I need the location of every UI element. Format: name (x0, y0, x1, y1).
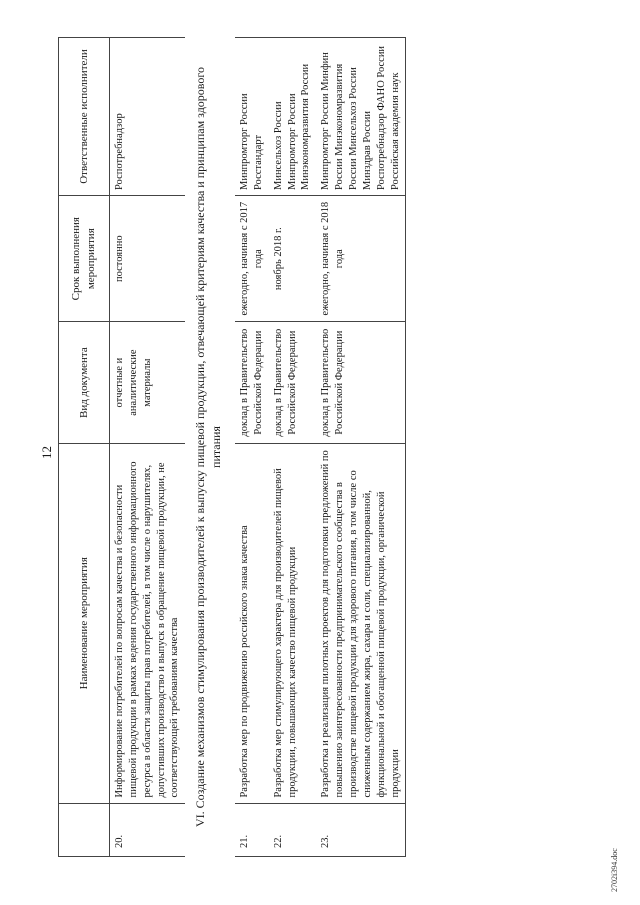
row-deadline: ежегодно, начиная с 2017 года (235, 196, 269, 322)
row-responsible: Минпромторг России Росстандарт (235, 38, 269, 196)
row-measure-name: Разработка мер по продвижению российского знака качества (235, 443, 269, 803)
header-deadline: Срок выполнения мероприятия (59, 196, 110, 322)
table-row (235, 38, 269, 857)
row-responsible: Минсельхоз России Минпромторг России Минэкономразвития России (269, 38, 317, 196)
row-number: 21. (235, 803, 269, 856)
row-responsible: Роспотребнадзор (110, 38, 186, 196)
section-heading: VI. Создание механизмов стимулирования производителей к выпуску пищевой продукции, отвечающей критериям качества и принципам здорового питания (193, 66, 224, 828)
row-responsible: Минпромторг России Минфин России Минэкономразвития России Минсельхоз России Минздрав России Роспотребнадзор ФАНО России Российская академия наук (316, 38, 406, 196)
row-deadline: постоянно (110, 196, 186, 322)
table-header-row (59, 38, 110, 857)
row-document-type: отчетные и аналитические материалы (110, 322, 186, 444)
header-document-type: Вид документа (59, 322, 110, 444)
row-deadline: ноябрь 2018 г. (269, 196, 317, 322)
row-measure-name: Разработка и реализация пилотных проектов для подготовки предложений по повышению заинтересованности предпринимательского сообщества в производстве пищевой продукции для здорового питания, в том числе со сниженным содержанием жира, сахара и соли, специализированной, функциональной и обогащенной пищевой продукции, органической продукции (316, 443, 406, 803)
measures-table (58, 37, 406, 857)
row-number: 23. (316, 803, 406, 856)
section-row (185, 38, 235, 857)
page-number: 12 (39, 446, 54, 459)
table-row (316, 38, 406, 857)
row-number: 20. (110, 803, 186, 856)
row-document-type: доклад в Правительство Российской Федерации (316, 322, 406, 444)
header-number (59, 803, 110, 856)
row-document-type: доклад в Правительство Российской Федерации (269, 322, 317, 444)
row-document-type: доклад в Правительство Российской Федерации (235, 322, 269, 444)
row-deadline: ежегодно, начиная с 2018 года (316, 196, 406, 322)
file-footer: 2702i394.doc (610, 848, 619, 892)
row-number: 22. (269, 803, 317, 856)
header-measure-name: Наименование мероприятия (59, 443, 110, 803)
row-measure-name: Информирование потребителей по вопросам качества и безопасности пищевой продукции в рамках ведения государственного информационного ресурса в области защиты прав потребителей, в том числе о нарушителях, допустивших производство и выпуск в обращение пищевой продукции, не соответствующей требованиям качества (110, 443, 186, 803)
table-row (110, 38, 186, 857)
row-measure-name: Разработка мер стимулирующего характера для производителей пищевой продукции, повышающих качество пищевой продукции (269, 443, 317, 803)
header-responsible: Ответственные исполнители (59, 38, 110, 196)
table-row (269, 38, 317, 857)
